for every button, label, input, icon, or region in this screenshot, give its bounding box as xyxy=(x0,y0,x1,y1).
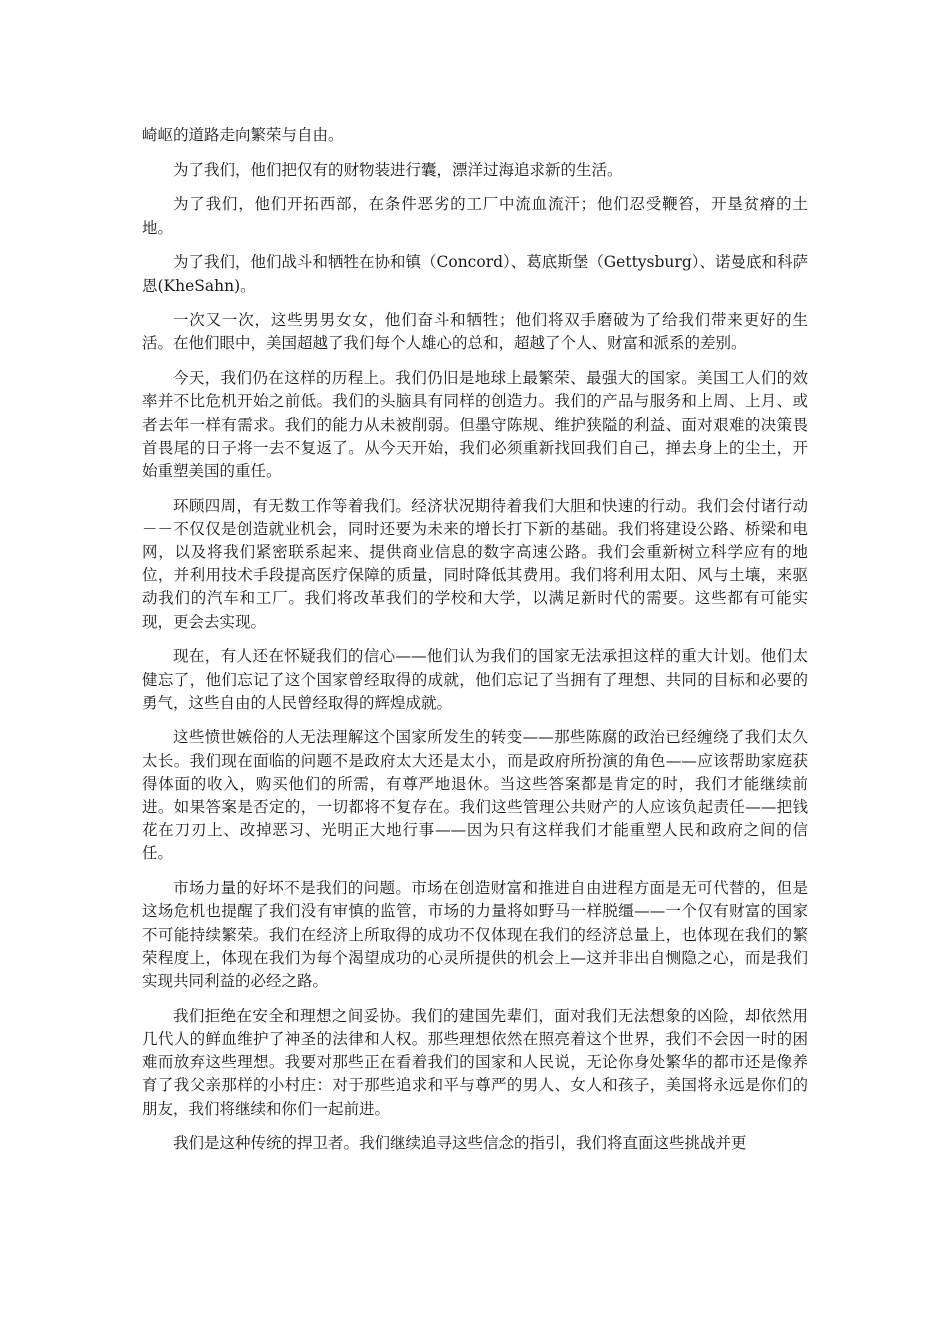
document-body xyxy=(142,124,808,1167)
paragraph: 一次又一次，这些男男女女，他们奋斗和牺牲；他们将双手磨破为了给我们带来更好的生活。在他们眼中，美国超越了我们每个人雄心的总和，超越了个人、财富和派系的差别。 xyxy=(142,311,808,353)
paragraph: 我们拒绝在安全和理想之间妥协。我们的建国先辈们，面对我们无法想象的凶险，却依然用几代人的鲜血维护了神圣的法律和人权。那些理想依然在照亮着这个世界，我们不会因一时的困难而放弃这些理想。我要对那些正在看着我们的国家和人民说，无论你身处繁华的都市还是像养育了我父亲那样的小村庄：对于那些追求和平与尊严的男人、女人和孩子，美国将永远是你们的朋友，我们将继续和你们一起前进。 xyxy=(142,1006,808,1118)
paragraph: 现在，有人还在怀疑我们的信心——他们认为我们的国家无法承担这样的重大计划。他们太健忘了，他们忘记了这个国家曾经取得的成就，他们忘记了当拥有了理想、共同的目标和必要的勇气，这些自由的人民曾经取得的辉煌成就。 xyxy=(142,647,808,712)
paragraph: 环顾四周，有无数工作等着我们。经济状况期待着我们大胆和快速的行动。我们会付诸行动－－不仅仅是创造就业机会，同时还要为未来的增长打下新的基础。我们将建设公路、桥梁和电网，以及将我们紧密联系起来、提供商业信息的数字高速公路。我们会重新树立科学应有的地位，并利用技术手段提高医疗保障的质量，同时降低其费用。我们将利用太阳、风与土壤，来驱动我们的汽车和工厂。我们将改革我们的学校和大学，以满足新时代的需要。这些都有可能实现，更会去实现。 xyxy=(142,496,808,631)
paragraph: 为了我们，他们战斗和牺牲在协和镇（Concord）、葛底斯堡（Gettysburg）、诺曼底和科萨恩(KheSahn)。 xyxy=(142,253,808,295)
paragraph: 为了我们，他们把仅有的财物装进行囊，漂洋过海追求新的生活。 xyxy=(173,160,623,179)
paragraph: 为了我们，他们开拓西部，在条件恶劣的工厂中流血流汗；他们忍受鞭笞，开垦贫瘠的土地。 xyxy=(142,195,808,237)
paragraph: 这些愤世嫉俗的人无法理解这个国家所发生的转变——那些陈腐的政治已经缠绕了我们太久太长。我们现在面临的问题不是政府太大还是太小，而是政府所扮演的角色——应该帮助家庭获得体面的收入，购买他们的所需，有尊严地退休。当这些答案都是肯定的时，我们才能继续前进。如果答案是否定的，一切都将不复存在。我们这些管理公共财产的人应该负起责任——把钱花在刀刃上、改掉恶习、光明正大地行事——因为只有这样我们才能重塑人民和政府之间的信任。 xyxy=(142,728,808,863)
paragraph: 我们是这种传统的捍卫者。我们继续追寻这些信念的指引，我们将直面这些挑战并更 xyxy=(173,1134,747,1153)
paragraph: 崎岖的道路走向繁荣与自由。 xyxy=(142,126,344,144)
paragraph: 市场力量的好坏不是我们的问题。市场在创造财富和推进自由进程方面是无可代替的，但是这场危机也提醒了我们没有审慎的监管，市场的力量将如野马一样脱缰——一个仅有财富的国家不可能持续繁荣。我们在经济上所取得的成功不仅体现在我们的经济总量上，也体现在我们的繁荣程度上，体现在我们为每个渴望成功的心灵所提供的机会上—这并非出自恻隐之心，而是我们实现共同利益的必经之路。 xyxy=(142,879,808,990)
paragraph: 今天，我们仍在这样的历程上。我们仍旧是地球上最繁荣、最强大的国家。美国工人们的效率并不比危机开始之前低。我们的头脑具有同样的创造力。我们的产品与服务和上周、上月、或者去年一样有需求。我们的能力从未被削弱。但墨守陈规、维护狭隘的利益、面对艰难的决策畏首畏尾的日子将一去不复返了。从今天开始，我们必须重新找回我们自己，掸去身上的尘土，开始重塑美国的重任。 xyxy=(142,369,808,480)
